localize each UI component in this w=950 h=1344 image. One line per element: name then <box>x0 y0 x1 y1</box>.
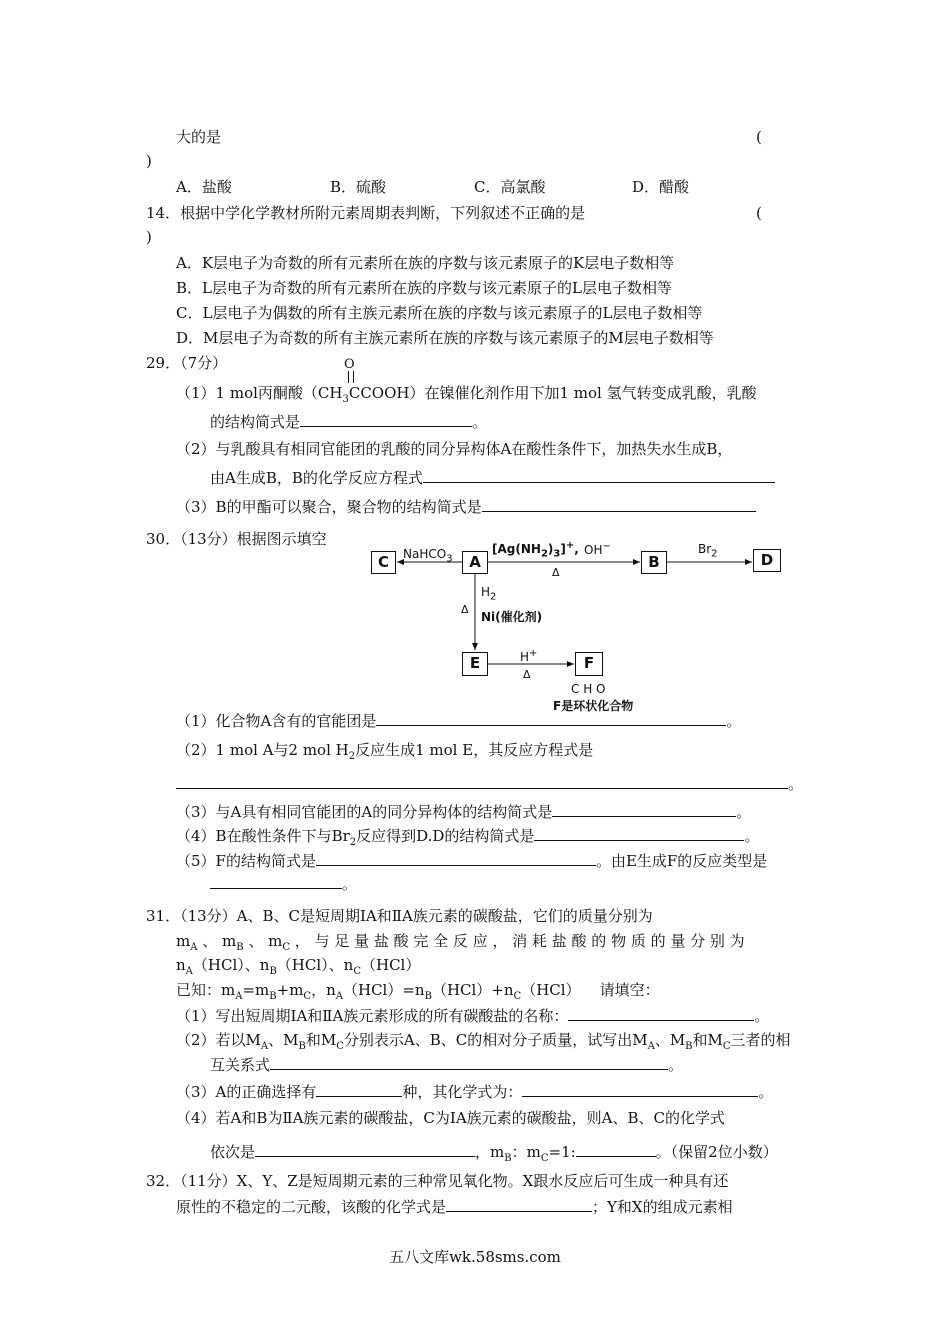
q30-part2-answer-blank[interactable] <box>176 774 788 789</box>
q13-option-b: B．硫酸 <box>330 178 387 196</box>
q14-option-a: A．K层电子为奇数的所有元素所在族的序数与该元素原子的K层电子数相等 <box>176 254 675 272</box>
compound-f-box: F <box>575 652 603 676</box>
q32-stem-line2: 原性的不稳定的二元酸，该酸的化学式是 ；Y和X的组成元素相 <box>176 1198 733 1216</box>
q30-part3: （3）与A具有相同官能团的A的同分异构体的结构简式是 。 <box>176 803 752 821</box>
q32-stem-line1: 32．（11分）X、Y、Z是短周期元素的三种常见氧化物。X跟水反应后可生成一种具有还 <box>146 1172 729 1190</box>
q30-part1-answer-blank[interactable] <box>376 711 726 726</box>
heat-symbol-a-b: Δ <box>552 566 560 579</box>
q31-part4-ratio-blank[interactable] <box>576 1142 656 1157</box>
q30-part5: （5）F的结构简式是 。由E生成F的反应类型是 <box>176 852 768 870</box>
q29-part1-line1: （1）1 mol丙酮酸$(CH_3CCOOH)$在镍催化剂作用下加1 mol 氢气转变成乳酸，乳酸 <box>176 384 757 405</box>
reagent-br2: $Br_2$ <box>698 542 718 560</box>
q13-paren-open: ( <box>756 128 762 146</box>
reagent-hydroxide: OH− <box>584 541 611 557</box>
heat-symbol-e-f: Δ <box>523 668 531 681</box>
q30-heading: 30．（13分）根据图示填空 <box>146 530 327 548</box>
q13-option-a: A．盐酸 <box>176 178 232 196</box>
q14-option-d: D．M层电子为奇数的所有主族元素所在族的序数与该元素原子的M层电子数相等 <box>176 329 714 347</box>
q30-part1: （1）化合物A含有的官能团是 。 <box>176 712 742 730</box>
reagent-h-plus: H+ <box>520 648 538 664</box>
compound-c-box: C <box>371 551 396 574</box>
q31-stem-line3: $n_A(HCl)$、$n_B(HCl)$、$n_C(HCl)$ <box>176 956 421 977</box>
q29-part2-line1: （2）与乳酸具有相同官能团的乳酸的同分异构体A在酸性条件下，加热失水生成B， <box>176 440 733 458</box>
q29-part1-line2: 的结构简式是 。 <box>210 413 488 431</box>
reagent-ni-catalyst: Ni(催化剂) <box>481 610 543 624</box>
compound-e-box: E <box>462 652 488 676</box>
q31-part3: （3）A的正确选择有 种，其化学式为： 。 <box>176 1083 774 1101</box>
q14-paren-close: ) <box>146 228 152 246</box>
q31-part2-answer-blank[interactable] <box>270 1055 668 1070</box>
q30-part3-answer-blank[interactable] <box>552 802 736 817</box>
q14-option-c: C．L层电子为偶数的所有主族元素所在族的序数与该元素原子的L层电子数相等 <box>176 304 703 322</box>
q31-part2-line2: 互关系式 。 <box>210 1056 684 1074</box>
q30-part4-answer-blank[interactable] <box>534 826 744 841</box>
q31-part3-count-blank[interactable] <box>316 1082 402 1097</box>
q30-part2: （2）1 mol A与2 mol $H_2$反应生成1 mol E，其反应方程式是 <box>176 741 594 762</box>
q31-part4-line1: （4）若A和B为ⅡA族元素的碳酸盐，C为ⅠA族元素的碳酸盐，则A、B、C的化学式 <box>176 1109 725 1127</box>
q31-part4-formula-blank[interactable] <box>255 1142 475 1157</box>
q32-acid-formula-blank[interactable] <box>446 1197 592 1212</box>
compound-d-box: D <box>753 549 781 572</box>
q14-paren-open: ( <box>756 204 762 222</box>
q31-part1-answer-blank[interactable] <box>568 1006 754 1021</box>
q30-part4: （4）B在酸性条件下与$Br_2$反应得到D.D的结构简式是 。 <box>176 827 760 848</box>
q31-part1: （1）写出短周期ⅠA和ⅡA族元素形成的所有碳酸盐的名称： 。 <box>176 1007 770 1025</box>
reagent-h2: $H_2$ <box>481 585 497 603</box>
q31-part4-line2: 依次是 ，$m_B$：$m_C=1$: 。（保留2位小数） <box>210 1143 778 1164</box>
q13-option-c: C．高氯酸 <box>474 178 546 196</box>
q31-stem-line2: $m_A$ 、 $m_B$ 、 $m_C$ ， 与 足 量 盐 酸 完 全 反 应 ， 消 耗 盐 酸 的 物 质 的 量 分 别 为 <box>176 932 745 953</box>
reagent-tollens: $[Ag(NH_2)_3]^+$, <box>492 540 579 560</box>
compound-a-box: A <box>462 551 488 574</box>
compound-b-box: B <box>641 551 667 574</box>
q13-paren-close: ) <box>146 152 152 170</box>
q14-option-b: B．L层电子为奇数的所有元素所在族的序数与该元素原子的L层电子数相等 <box>176 279 672 297</box>
q13-stem-tail: 大的是 <box>176 128 222 146</box>
heat-symbol-a-e: Δ <box>461 603 469 616</box>
q29-heading: 29．（7分） <box>146 354 228 372</box>
q31-part3-formula-blank[interactable] <box>522 1082 758 1097</box>
q30-part5-structure-blank[interactable] <box>316 851 596 866</box>
reagent-nahco3: NaHCO$_3$ <box>403 547 453 565</box>
q30-part5-type-blank[interactable] <box>210 874 342 889</box>
q13-option-d: D．醋酸 <box>632 178 690 196</box>
page-footer: 五八文库wk.58sms.com <box>389 1248 561 1266</box>
f-cyclic-note: F是环状化合物 <box>553 699 634 713</box>
q30-part5-line2: 。 <box>210 874 357 893</box>
q14-stem: 14．根据中学化学教材所附元素周期表判断，下列叙述不正确的是 <box>146 204 586 222</box>
f-molecular-formula: C H O <box>571 682 606 696</box>
q31-part2-line1: （2）若以$M_A$、$M_B$和$M_C$分别表示A、B、C的相对分子质量，试写出$M_A$、$M_B$和$M_C$三者的相 <box>176 1031 791 1052</box>
q31-given: 已知：$m_A=m_B+m_C$，$n_A(HCl)=n_B(HCl)+n_C(HCl)$ 请填空： <box>176 981 660 1002</box>
q29-part2-line2: 由A生成B，B的化学反应方程式 <box>210 468 775 487</box>
q30-part2-answer-line: 。 <box>176 774 803 793</box>
q31-stem-line1: 31．（13分）A、B、C是短周期ⅠA和ⅡA族元素的碳酸盐，它们的质量分别为 <box>146 907 653 925</box>
q29-part3: （3）B的甲酯可以聚合，聚合物的结构简式是 <box>176 497 756 516</box>
q29-carbonyl-o: O <box>344 357 355 372</box>
